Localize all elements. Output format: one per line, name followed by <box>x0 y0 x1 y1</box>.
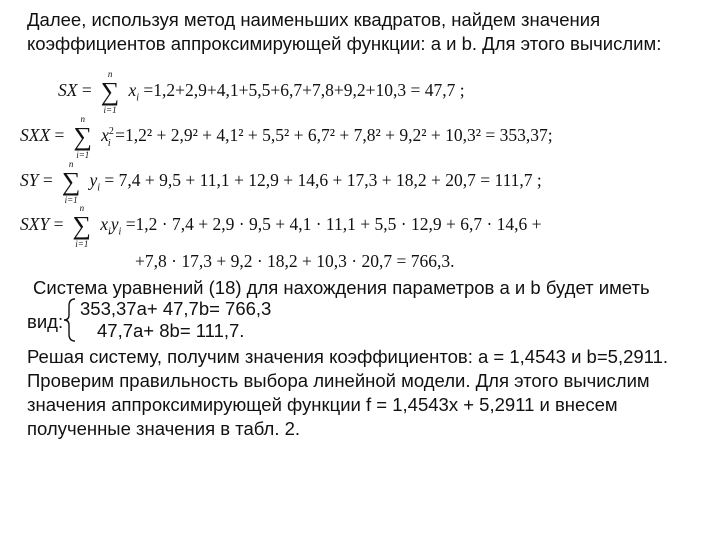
sum-upper-limit: n <box>107 69 113 79</box>
formula-sxy-continuation <box>135 251 454 272</box>
formula-sxy-rhs-line-1: =1,2 · 7,4 + 2,9 · 9,5 + 4,1 · 11,1 + 5,5 · 12,9 + 6,7 · 14,6 + <box>125 214 542 234</box>
summand-sub: i <box>136 92 140 104</box>
formula-sy-rhs: = 7,4 + 9,5 + 11,1 + 12,9 + 14,6 + 17,3 + 18,2 + 20,7 = 111,7 ; <box>104 170 542 190</box>
sum-upper-limit: n <box>80 114 86 124</box>
formula-sx-rhs: =1,2+2,9+4,1+5,5+6,7+7,8+9,2+10,3 = 47,7 ; <box>143 80 465 100</box>
sum-symbol: ∑ n i=1 <box>61 159 81 205</box>
system-intro-line: Система уравнений (18) для нахождения параметров а и b будет иметь <box>33 277 650 298</box>
formula-sx-lhs: SX <box>58 80 78 100</box>
sum-lower-limit: i=1 <box>75 239 89 249</box>
formula-sx <box>58 69 465 115</box>
sum-lower-limit: i=1 <box>76 150 90 160</box>
sum-upper-limit: n <box>68 159 74 169</box>
sum-upper-limit: n <box>79 203 85 213</box>
sum-lower-limit: i=1 <box>103 105 117 115</box>
summand-sub: i <box>97 182 101 194</box>
formula-sxy <box>20 203 542 249</box>
summand-sub: i <box>107 137 111 149</box>
formula-sx-eq: = <box>81 80 92 100</box>
intro-line-1: Далее, используя метод наименьших квадратов, найдем значения <box>27 9 601 30</box>
summand-var: x <box>128 80 137 100</box>
system-equation-2: 47,7a+ 8b= 111,7. <box>97 320 245 341</box>
summand-var-x: x <box>100 214 108 234</box>
formula-sy <box>20 159 542 205</box>
formula-sxy-rhs-line-2: +7,8 · 17,3 + 9,2 · 18,2 + 10,3 · 20,7 = 766,3. <box>135 251 455 271</box>
sum-symbol: ∑ n i=1 <box>72 203 92 249</box>
system-intro <box>33 276 650 300</box>
formula-sy-eq: = <box>42 170 53 190</box>
left-brace-icon <box>63 298 77 342</box>
sum-symbol: ∑ n i=1 <box>100 69 120 115</box>
summand-var: x <box>101 125 109 145</box>
system-label: вид: <box>27 311 64 332</box>
summand-var-y: y <box>110 214 119 234</box>
conclusion-line-4: полученные значения в табл. 2. <box>27 418 301 439</box>
formula-sxx-lhs: SXX <box>20 125 51 145</box>
summand-sup: 2 <box>108 126 114 138</box>
formula-sy-lhs: SY <box>20 170 39 190</box>
formula-sxx-rhs: =1,2² + 2,9² + 4,1² + 5,5² + 6,7² + 7,8² + 9,2² + 10,3² = 353,37; <box>115 125 553 145</box>
intro-paragraph <box>27 8 661 56</box>
formula-sxy-eq: = <box>53 214 64 234</box>
formula-sxy-lhs: SXY <box>20 214 50 234</box>
formula-sxx-eq: = <box>54 125 65 145</box>
conclusion-line-1: Решая систему, получим значения коэффициентов: a = 1,4543 и b=5,2911. <box>27 346 669 367</box>
conclusion-line-3: значения аппроксимирующей функции f = 1,4543x + 5,2911 и внесем <box>27 394 618 415</box>
intro-line-2: коэффициентов аппроксимирующей функции: a и b. Для этого вычислим: <box>27 33 662 54</box>
conclusion-line-2: Проверим правильность выбора линейной модели. Для этого вычислим <box>27 370 650 391</box>
sum-lower-limit: i=1 <box>64 195 78 205</box>
summand-sub-x: i <box>107 226 111 238</box>
summand-sub-y: i <box>118 226 122 238</box>
system-equation-1: 353,37a+ 47,7b= 766,3 <box>80 298 272 319</box>
sum-symbol: ∑ n i=1 <box>73 114 93 160</box>
formula-sxx <box>20 114 553 160</box>
summand-var: y <box>89 170 98 190</box>
conclusion-paragraph <box>27 345 668 441</box>
